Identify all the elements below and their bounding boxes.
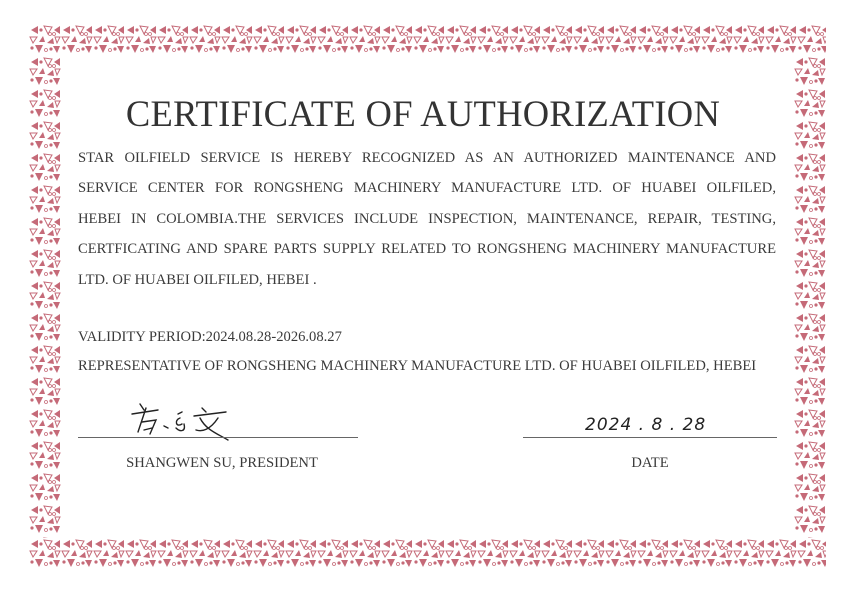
body-line: CERTFICATING AND SPARE PARTS SUPPLY RELATED TO RONGSHENG MACHINERY MANUFACTURE — [78, 241, 776, 258]
body-line: LTD. OF HUABEI OILFILED, HEBEI . — [78, 271, 317, 288]
handwritten-date: 2024 . 8 . 28 — [585, 415, 707, 435]
body-line: SERVICE CENTER FOR RONGSHENG MACHINERY MANUFACTURE LTD. OF HUABEI OILFILED, — [78, 180, 776, 197]
date-line — [523, 437, 777, 438]
body-line: HEBEI IN COLOMBIA.THE SERVICES INCLUDE INSPECTION, MAINTENANCE, REPAIR, TESTING, — [78, 210, 776, 227]
handwritten-signature — [130, 402, 250, 442]
signatory-label: SHANGWEN SU, PRESIDENT — [126, 455, 318, 471]
validity-period: VALIDITY PERIOD:2024.08.28-2026.08.27 — [78, 329, 342, 345]
certificate-body — [78, 143, 776, 295]
border-top — [29, 24, 826, 56]
border-bottom — [29, 538, 826, 568]
body-line: STAR OILFIELD SERVICE IS HEREBY RECOGNIZED AS AN AUTHORIZED MAINTENANCE AND — [78, 150, 776, 166]
date-label: DATE — [631, 455, 669, 471]
representative-line: REPRESENTATIVE OF RONGSHENG MACHINERY MANUFACTURE LTD. OF HUABEI OILFILED, HEBEI — [78, 358, 757, 374]
certificate-title: CERTIFICATE OF AUTHORIZATION — [125, 93, 721, 134]
signature-line — [78, 437, 358, 438]
